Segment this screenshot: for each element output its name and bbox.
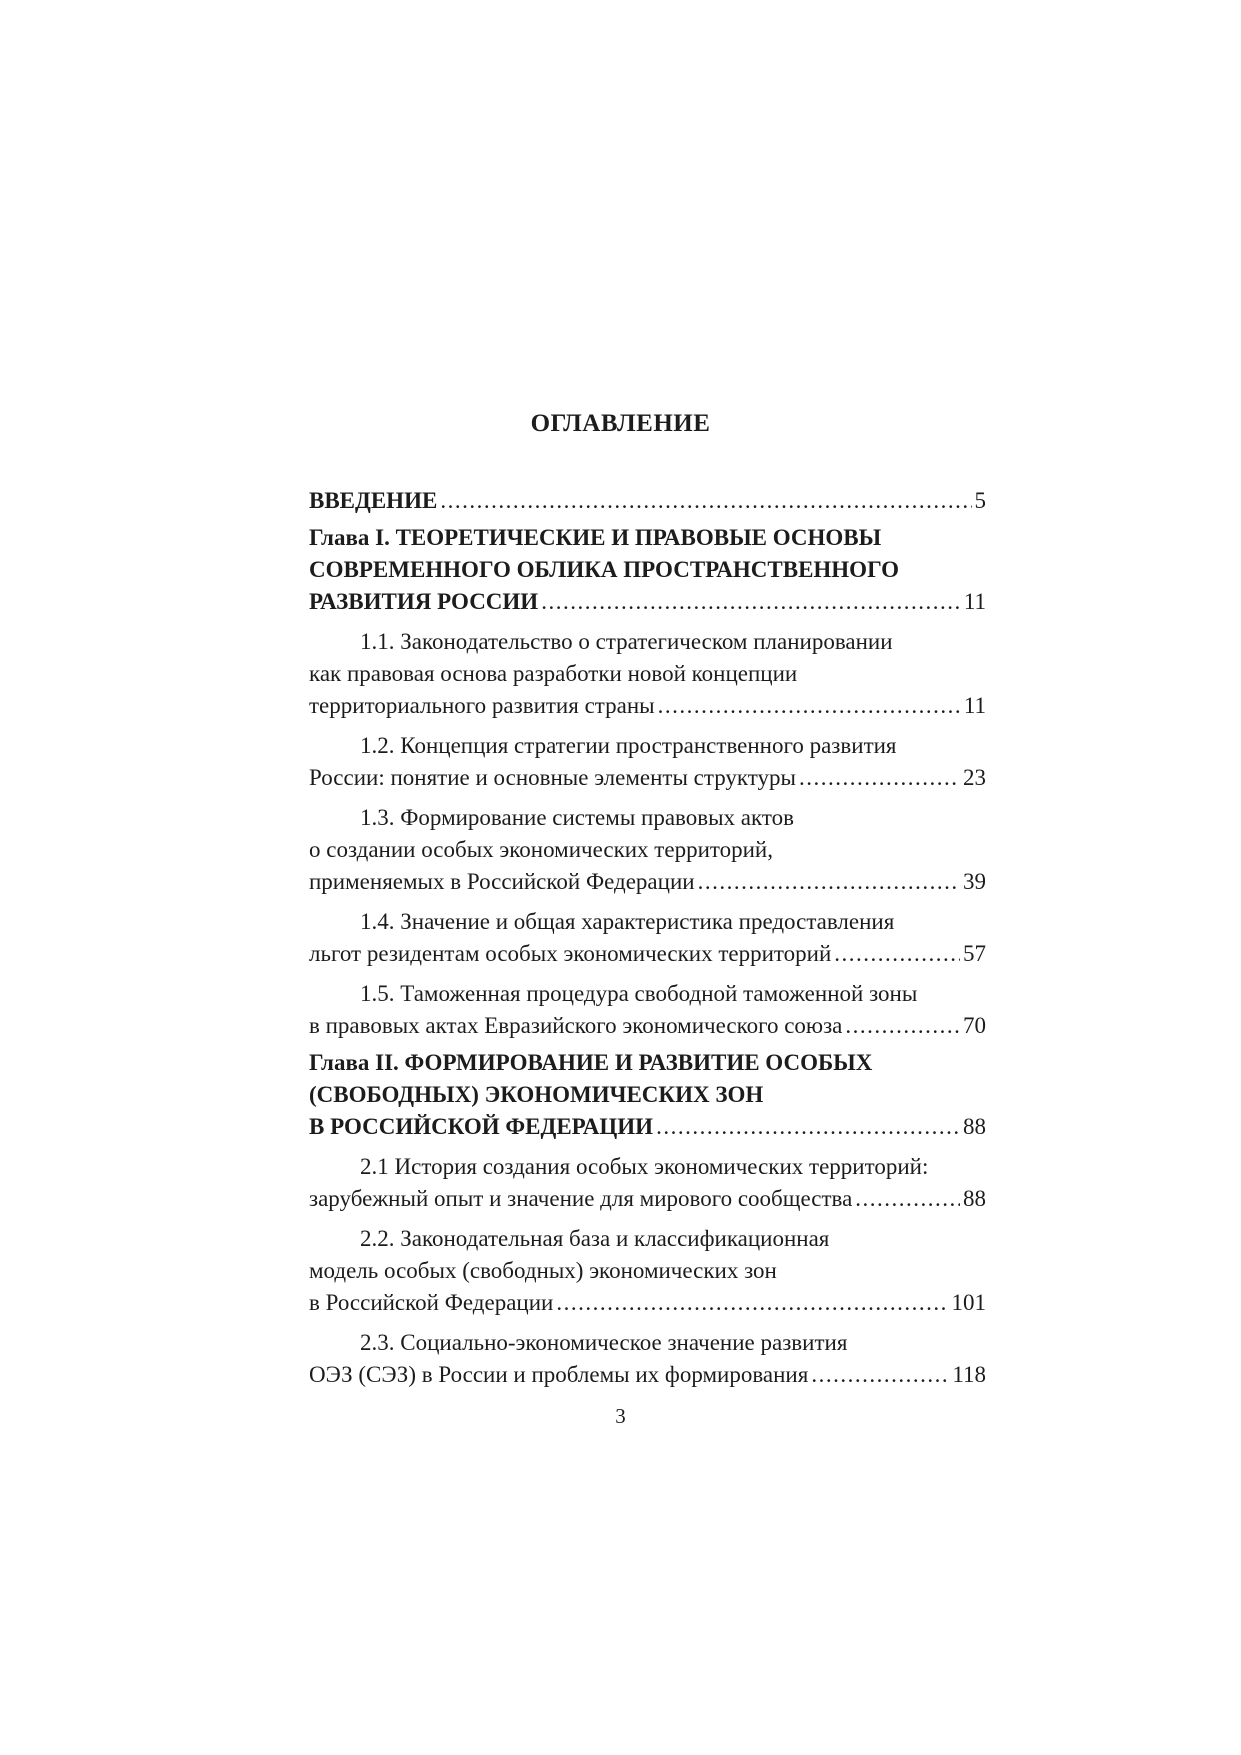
dot-leader (698, 866, 960, 898)
toc-entry-line: 1.1. Законодательство о стратегическом планировании (360, 629, 893, 654)
toc-entry-section-1-2[interactable] (309, 730, 986, 794)
dot-leader (440, 485, 971, 517)
toc-entry-introduction[interactable] (309, 485, 986, 517)
toc-page-number: 101 (951, 1290, 986, 1315)
toc-page-number: 88 (963, 1186, 986, 1211)
toc-entry-line: модель особых (свободных) экономических зон (309, 1258, 777, 1283)
toc-page-number: 88 (963, 1114, 986, 1139)
dot-leader (656, 1111, 960, 1143)
toc-entry-line: 1.2. Концепция стратегии пространственного развития (360, 733, 897, 758)
toc-entry-line: СОВРЕМЕННОГО ОБЛИКА ПРОСТРАНСТВЕННОГО (309, 557, 900, 582)
toc-entry-title: В РОССИЙСКОЙ ФЕДЕРАЦИИ (309, 1114, 654, 1139)
dot-leader (658, 690, 961, 722)
toc-page-number: 23 (963, 765, 986, 790)
toc-entry-line: 2.1 История создания особых экономических территорий: (360, 1154, 929, 1179)
dot-leader (855, 1183, 960, 1215)
toc-entry-title: ОЭЗ (СЭЗ) в России и проблемы их формирования (309, 1362, 809, 1387)
toc-entry-title: ВВЕДЕНИЕ (309, 488, 438, 513)
toc-page-number: 11 (963, 693, 986, 718)
toc-entry-line: 2.2. Законодательная база и классификационная (360, 1226, 830, 1251)
toc-page-number: 118 (952, 1362, 986, 1387)
toc-entry-title: территориального развития страны (309, 693, 655, 718)
toc-heading: ОГЛАВЛЕНИЕ (530, 410, 711, 437)
toc-entry-section-1-4[interactable] (309, 906, 986, 970)
toc-page-number: 39 (963, 869, 986, 894)
dot-leader (541, 586, 961, 618)
toc-entry-section-1-1[interactable] (309, 626, 986, 722)
toc-entry-line: (СВОБОДНЫХ) ЭКОНОМИЧЕСКИХ ЗОН (309, 1082, 764, 1107)
toc-entry-title: зарубежный опыт и значение для мирового сообщества (309, 1186, 853, 1211)
toc-entry-line: 1.5. Таможенная процедура свободной таможенной зоны (360, 981, 918, 1006)
toc-entry-line: 2.3. Социально-экономическое значение развития (360, 1330, 848, 1355)
toc-entry-section-2-2[interactable] (309, 1223, 986, 1319)
dot-leader (845, 1010, 960, 1042)
toc-page-number: 70 (963, 1013, 986, 1038)
toc-entry-section-1-3[interactable] (309, 802, 986, 898)
toc-entry-line: Глава II. ФОРМИРОВАНИЕ И РАЗВИТИЕ ОСОБЫХ (309, 1050, 873, 1075)
toc-entry-section-1-5[interactable] (309, 978, 986, 1042)
toc-entry-line: Глава I. ТЕОРЕТИЧЕСКИЕ И ПРАВОВЫЕ ОСНОВЫ (309, 525, 882, 550)
toc-entry-line: 1.3. Формирование системы правовых актов (360, 805, 794, 830)
toc-entry-title: в Российской Федерации (309, 1290, 554, 1315)
toc-entry-line: 1.4. Значение и общая характеристика предоставления (360, 909, 895, 934)
toc-entry-chapter-1[interactable] (309, 522, 986, 618)
toc-entry-title: в правовых актах Евразийского экономического союза (309, 1013, 843, 1038)
dot-leader (834, 938, 960, 970)
dot-leader (811, 1359, 949, 1391)
dot-leader (799, 762, 960, 794)
toc-entry-section-2-1[interactable] (309, 1151, 986, 1215)
toc-entry-title: льгот резидентам особых экономических территорий (309, 941, 832, 966)
toc-entry-line: как правовая основа разработки новой концепции (309, 661, 798, 686)
toc-entry-title: РАЗВИТИЯ РОССИИ (309, 589, 539, 614)
toc-page-number: 57 (963, 941, 986, 966)
dot-leader (556, 1287, 948, 1319)
toc-entry-line: о создании особых экономических территорий, (309, 837, 773, 862)
toc-entry-chapter-2[interactable] (309, 1047, 986, 1143)
toc-page-number: 11 (963, 589, 986, 614)
page-number: 3 (615, 1404, 626, 1428)
table-of-contents (309, 485, 986, 1391)
toc-entry-title: России: понятие и основные элементы структуры (309, 765, 796, 790)
toc-page-number: 5 (974, 488, 986, 513)
toc-entry-title: применяемых в Российской Федерации (309, 869, 695, 894)
toc-entry-section-2-3[interactable] (309, 1327, 986, 1391)
